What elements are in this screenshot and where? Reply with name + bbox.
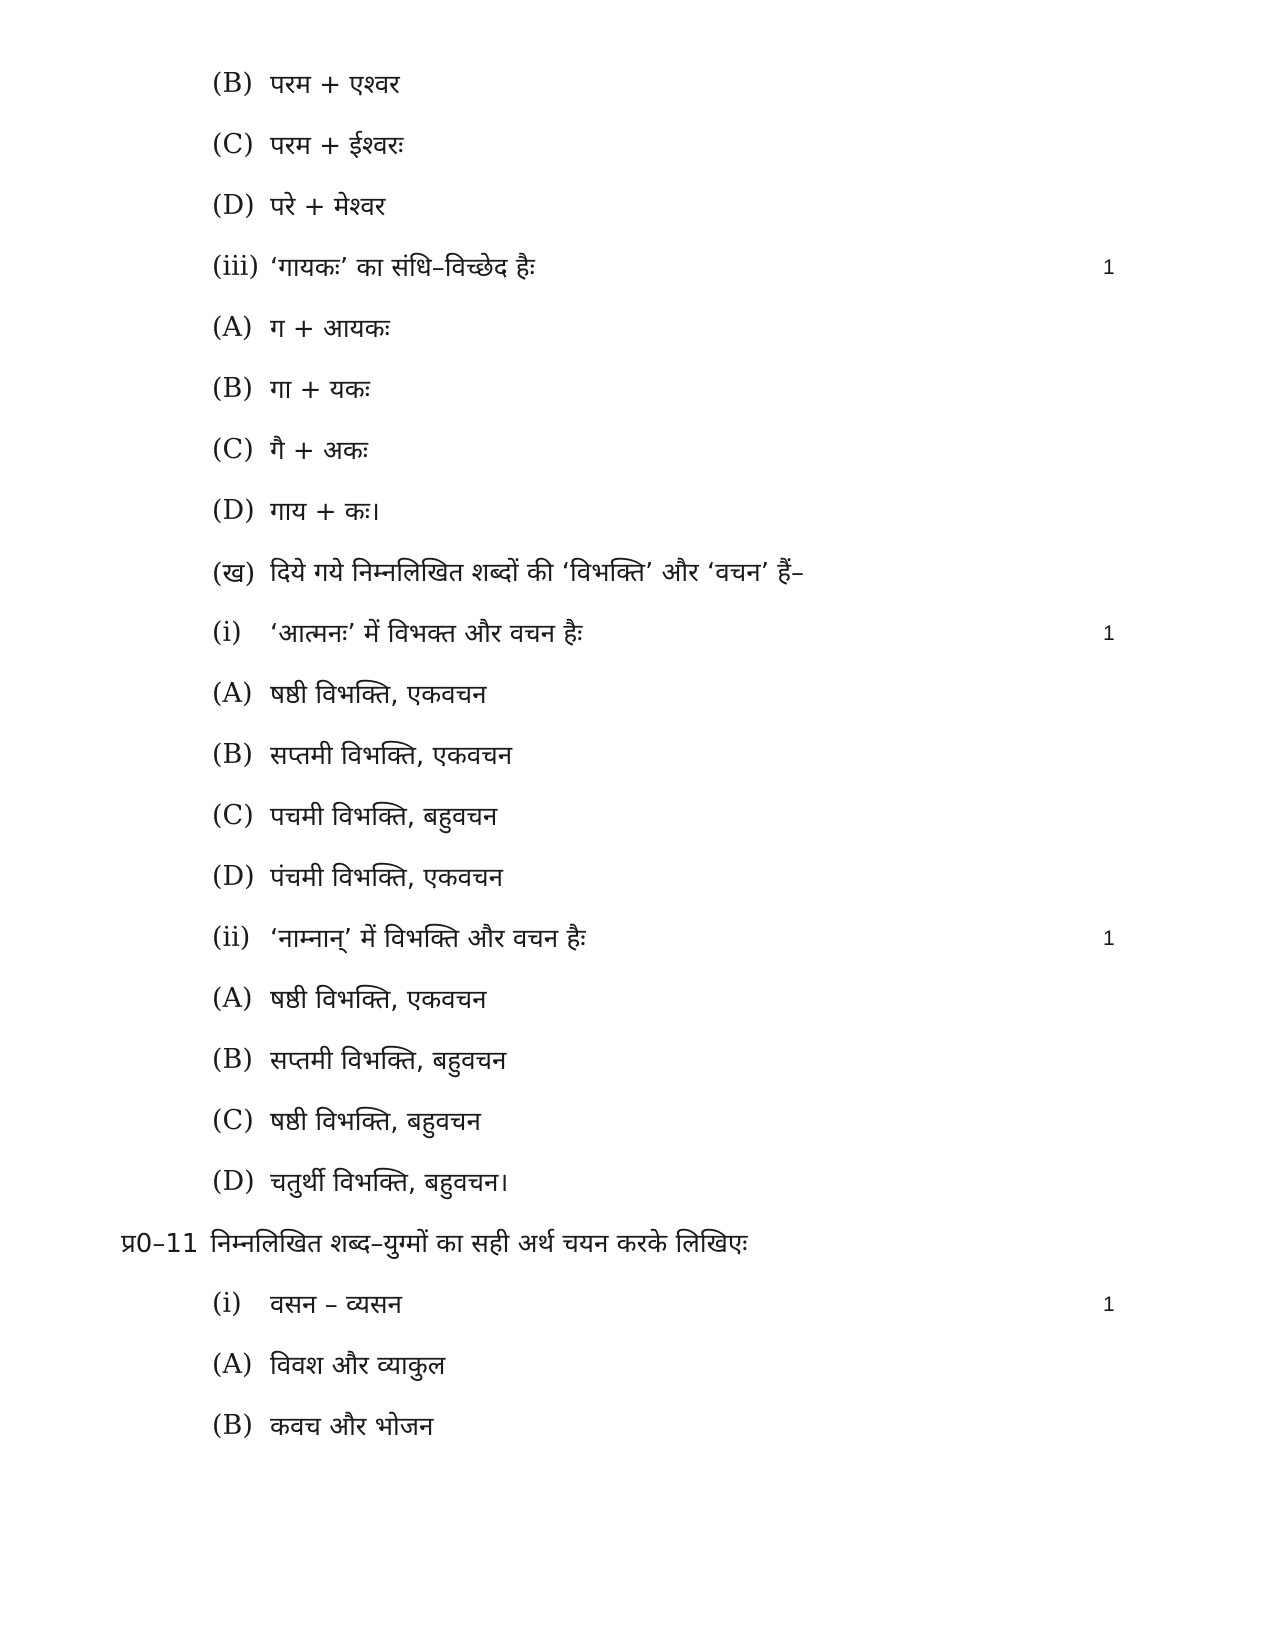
- option-line: [212, 1405, 433, 1445]
- option-text: ग + आयकः: [270, 314, 390, 344]
- sub-question-text: ‘गायकः’ का संधि–विच्छेद हैः: [270, 253, 535, 283]
- sub-question-text: ‘आत्मनः’ में विभक्त और वचन हैः: [270, 619, 583, 649]
- option-line: [212, 1100, 481, 1140]
- option-label: (A): [212, 677, 253, 709]
- option-text: परम + ईश्वरः: [270, 131, 404, 161]
- question-number: प्र0–11: [121, 1229, 199, 1259]
- option-label: (D): [212, 189, 255, 221]
- option-label: (A): [212, 1348, 253, 1380]
- question-line: [121, 1222, 748, 1262]
- option-text: परे + मेश्वर: [270, 192, 386, 222]
- sub-question-text: वसन – व्यसन: [270, 1290, 402, 1320]
- sub-question-line: [212, 246, 535, 286]
- sub-question-label: (ii): [212, 921, 251, 953]
- sub-question-text: ‘नाम्नान्’ में विभक्ति और वचन हैः: [270, 924, 586, 954]
- option-text: षष्ठी विभक्ति, एकवचन: [270, 680, 487, 710]
- option-text: गाय + कः।: [270, 497, 380, 527]
- option-text: षष्ठी विभक्ति, बहुवचन: [270, 1107, 481, 1137]
- option-text: परम + एश्वर: [270, 70, 400, 100]
- option-line: [212, 1161, 508, 1201]
- option-text: पंचमी विभक्ति, एकवचन: [270, 863, 504, 893]
- option-line: [212, 856, 503, 896]
- option-text: गै + अकः: [270, 436, 369, 466]
- option-label: (C): [212, 128, 254, 160]
- option-line: [212, 429, 368, 469]
- option-line: [212, 63, 400, 103]
- option-text: सप्तमी विभक्ति, एकवचन: [270, 741, 513, 771]
- option-text: चतुर्थी विभक्ति, बहुवचन।: [270, 1168, 509, 1198]
- option-line: [212, 368, 370, 408]
- option-label: (C): [212, 1104, 254, 1136]
- sub-question-line: [212, 917, 586, 957]
- option-label: (B): [212, 67, 253, 99]
- sub-question-line: [212, 612, 582, 652]
- sub-question-label: (iii): [212, 250, 259, 282]
- option-label: (B): [212, 372, 253, 404]
- option-line: [212, 978, 487, 1018]
- option-text: गा + यकः: [270, 375, 370, 405]
- option-label: (C): [212, 433, 254, 465]
- sub-question-line: [212, 1283, 402, 1323]
- option-line: [212, 1344, 445, 1384]
- sub-question-label: (i): [212, 616, 242, 648]
- option-line: [212, 185, 385, 225]
- option-label: (D): [212, 1165, 255, 1197]
- option-label: (A): [212, 311, 253, 343]
- marks-value: 1: [1103, 927, 1115, 950]
- marks-value: 1: [1103, 1293, 1115, 1316]
- option-label: (D): [212, 860, 255, 892]
- option-line: [212, 1039, 507, 1079]
- option-text: पचमी विभक्ति, बहुवचन: [270, 802, 498, 832]
- marks-value: 1: [1103, 256, 1115, 279]
- option-label: (A): [212, 982, 253, 1014]
- question-text: निम्नलिखित शब्द–युग्मों का सही अर्थ चयन करके लिखिएः: [210, 1229, 748, 1259]
- option-label: (B): [212, 738, 253, 770]
- option-text: कवच और भोजन: [270, 1412, 434, 1442]
- option-line: [212, 490, 380, 530]
- option-line: [212, 734, 512, 774]
- option-label: (B): [212, 1043, 253, 1075]
- option-text: सप्तमी विभक्ति, बहुवचन: [270, 1046, 507, 1076]
- option-line: [212, 795, 497, 835]
- section-text: दिये गये निम्नलिखित शब्दों की ‘विभक्ति’ और ‘वचन’ हैं–: [270, 558, 805, 588]
- option-text: षष्ठी विभक्ति, एकवचन: [270, 985, 487, 1015]
- option-text: विवश और व्याकुल: [270, 1351, 446, 1381]
- option-label: (B): [212, 1409, 253, 1441]
- option-line: [212, 307, 390, 347]
- option-line: [212, 124, 403, 164]
- option-label: (C): [212, 799, 254, 831]
- section-heading-line: [212, 551, 804, 591]
- option-label: (D): [212, 494, 255, 526]
- sub-question-label: (i): [212, 1287, 242, 1319]
- marks-value: 1: [1103, 622, 1115, 645]
- section-label: (ख): [212, 557, 256, 589]
- option-line: [212, 673, 487, 713]
